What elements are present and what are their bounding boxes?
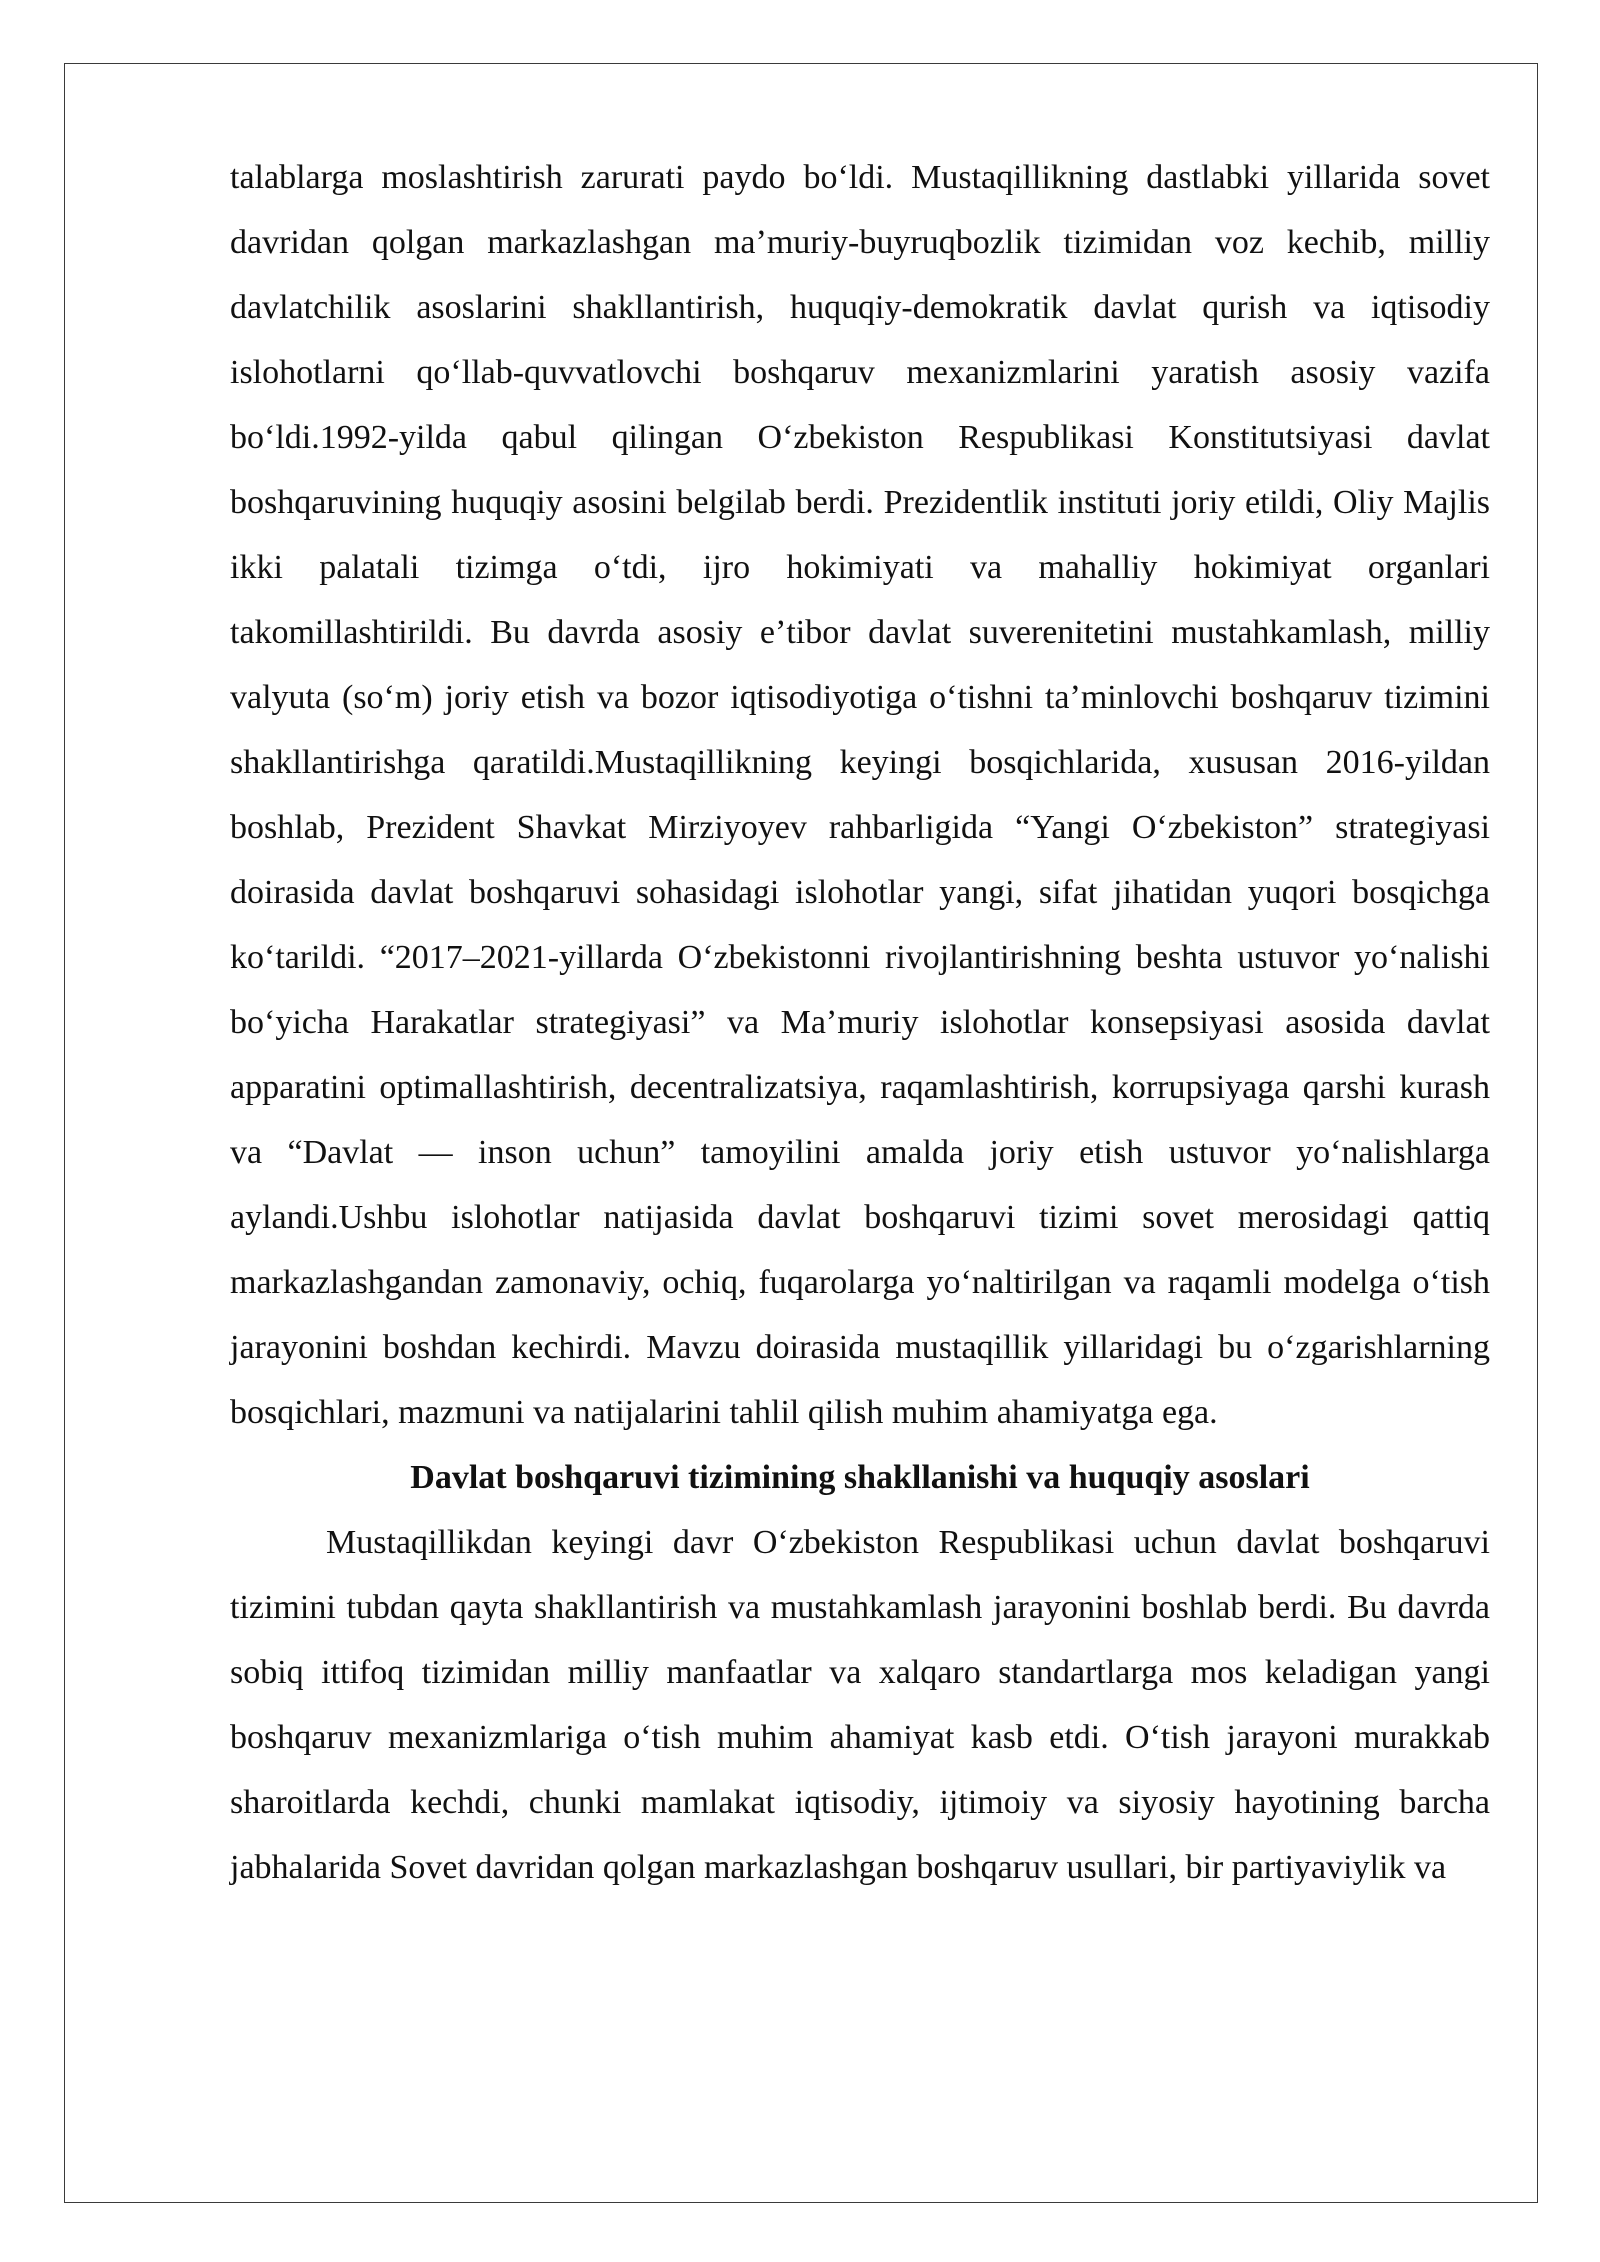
body-paragraph: talablarga moslashtirish zarurati paydo boʻldi. Mustaqillikning dastlabki yillarida sovet davridan qolgan markazlashgan maʼmuriy-buyruqbozlik tizimidan voz kechib, milliy davlatchilik asoslarini shakllantirish, huquqiy-demokratik davlat qurish va iqtisodiy islohotlarni qoʻllab-quvvatlovchi boshqaruv mexanizmlarini yaratish asosiy vazifa boʻldi.1992-yilda qabul qilingan Oʻzbekiston Respublikasi Konstitutsiyasi davlat boshqaruvining huquqiy asosini belgilab berdi. Prezidentlik instituti joriy etildi, Oliy Majlis ikki palatali tizimga oʻtdi, ijro hokimiyati va mahalliy hokimiyat organlari takomillashtirildi. Bu davrda asosiy eʼtibor davlat suverenitetini mustahkamlash, milliy valyuta (soʻm) joriy etish va bozor iqtisodiyotiga oʻtishni taʼminlovchi boshqaruv tizimini shakllantirishga qaratildi.Mustaqillikning keyingi bosqichlarida, xususan 2016-yildan boshlab, Prezident Shavkat Mirziyoyev rahbarligida “Yangi Oʻzbekiston” strategiyasi doirasida davlat boshqaruvi sohasidagi islohotlar yangi, sifat jihatidan yuqori bosqichga koʻtarildi. “2017–2021-yillarda Oʻzbekistonni rivojlantirishning beshta ustuvor yoʻnalishi boʻyicha Harakatlar strategiyasi” va Maʼmuriy islohotlar konsepsiyasi asosida davlat apparatini optimallashtirish, decentralizatsiya, raqamlashtirish, korrupsiyaga qarshi kurash va “Davlat — inson uchun” tamoyilini amalda joriy etish ustuvor yoʻnalishlarga aylandi.Ushbu islohotlar natijasida davlat boshqaruvi tizimi sovet merosidagi qattiq markazlashgandan zamonaviy, ochiq, fuqarolarga yoʻnaltirilgan va raqamli modelga oʻtish jarayonini boshdan kechirdi. Mavzu doirasida mustaqillik yillaridagi bu oʻzgarishlarning bosqichlari, mazmuni va natijalarini tahlil qilish muhim ahamiyatga ega. [230,159,1490,1431]
body-paragraph: Mustaqillikdan keyingi davr Oʻzbekiston Respublikasi uchun davlat boshqaruvi tizimini tubdan qayta shakllantirish va mustahkamlash jarayonini boshlab berdi. Bu davrda sobiq ittifoq tizimidan milliy manfaatlar va xalqaro standartlarga mos keladigan yangi boshqaruv mexanizmlariga oʻtish muhim ahamiyat kasb etdi. Oʻtish jarayoni murakkab sharoitlarda kechdi, chunki mamlakat iqtisodiy, ijtimoiy va siyosiy hayotining barcha jabhalarida Sovet davridan qolgan markazlashgan boshqaruv usullari, bir partiyaviylik va [230,1524,1490,1886]
document-body [230,145,1490,1900]
section-heading: Davlat boshqaruvi tizimining shakllanishi va huquqiy asoslari [410,1459,1310,1496]
